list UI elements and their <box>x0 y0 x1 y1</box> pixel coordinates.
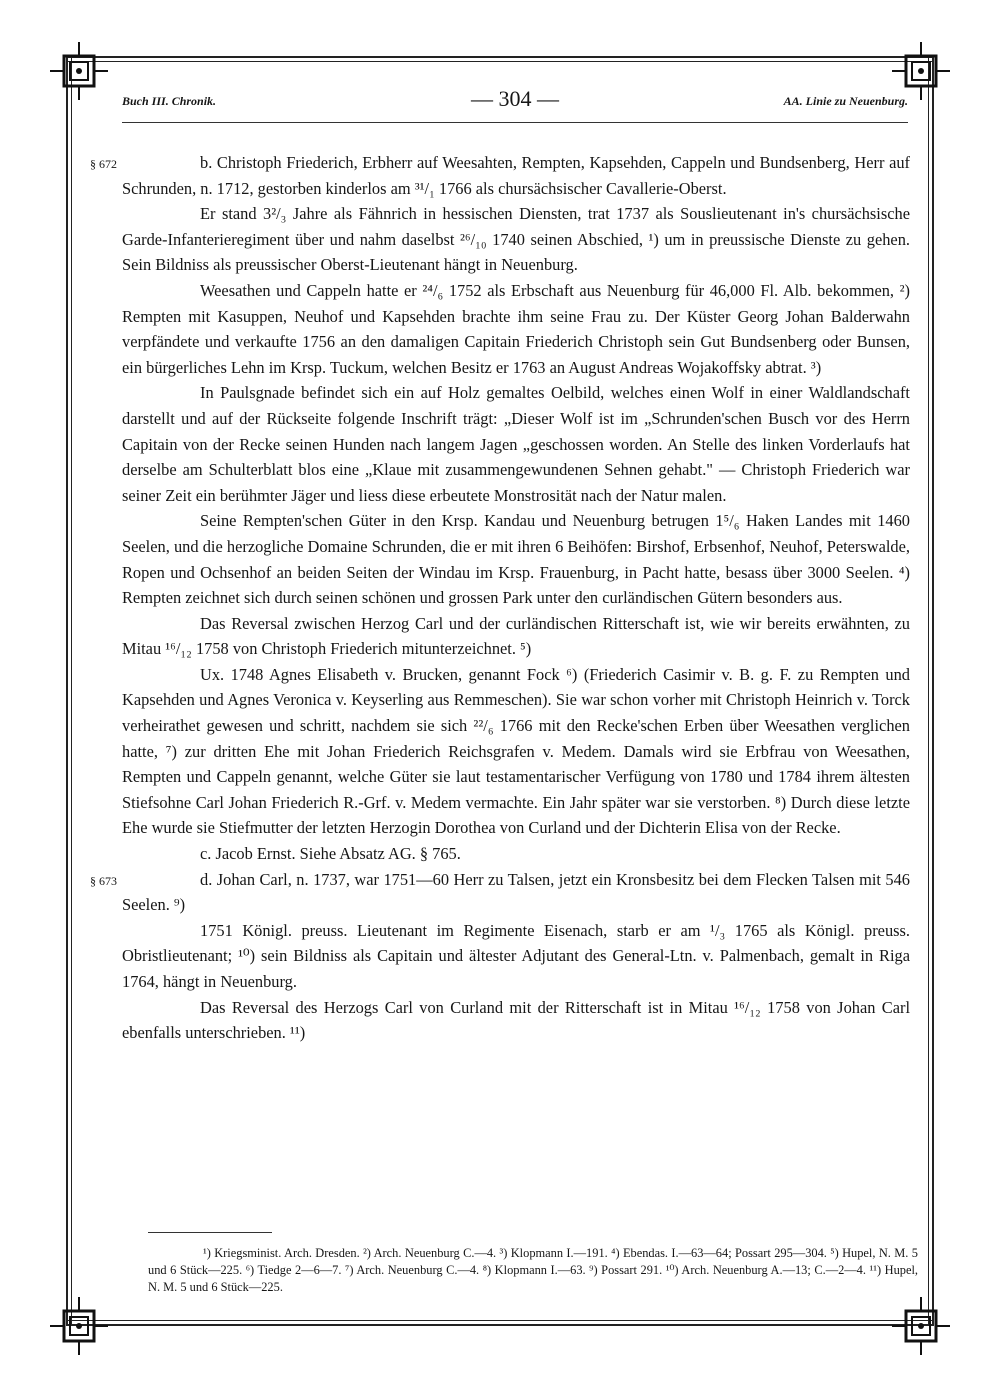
paragraph: d. Johan Carl, n. 1737, war 1751—60 Herr zu Talsen, jetzt ein Kronsbesitz bei dem Flecken Talsen mit 546 Seelen. ⁹) <box>122 869 910 915</box>
entry-jacob-ernst <box>122 841 910 867</box>
paragraph: Er stand 3²/₃ Jahre als Fähnrich in hessischen Diensten, trat 1737 als Souslieutenant in's chursächsische Garde-Infanterieregiment über und nahm daselbst ²⁶/₁₀ 1740 seinen Abschied, ¹) um in preussische Dienste zu gehen. Sein Bildniss als preussischer Oberst-Lieutenant hängt in Neuenburg. <box>122 204 910 275</box>
header-rule <box>122 122 908 123</box>
entry-672 <box>90 150 910 841</box>
paragraph: 1751 Königl. preuss. Lieutenant im Regimente Eisenach, starb er am ¹/₃ 1765 als Königl. preuss. Obristlieutenant; ¹⁰) sein Bildniss als Capitain und ältester Adjutant des General-Ltn. v. Palmenbach, gemalt in Riga 1764, hängt in Neuenburg. <box>122 920 910 991</box>
paragraph: Seine Rempten'schen Güter in den Krsp. Kandau und Neuenburg betrugen 1⁵/₆ Haken Landes mit 1460 Seelen, und die herzogliche Domaine Schrunden, die er mit ihren 6 Beihöfen: Birshof, Erbsenhof, Neuhof, Peterswalde, Ropen und Ochsenhof an beiden Seiten der Windau im Krsp. Frauenburg, in Pacht hatte, besass über 3000 Seelen. ⁴) Rempten zeichnet sich durch seinen schönen und grossen Park unter den curländischen Gütern besonders aus. <box>122 511 910 608</box>
paragraph: c. Jacob Ernst. Siehe Absatz AG. § 765. <box>200 844 461 864</box>
paragraph: b. Christoph Friederich, Erbherr auf Weesahten, Rempten, Kapsehden, Cappeln und Bundsenberg, Herr auf Schrunden, n. 1712, gestorben kinderlos am ³¹/₁ 1766 als chursächsischer Cavallerie-Oberst. <box>122 153 910 198</box>
footnote-rule <box>148 1232 272 1233</box>
header-left: Buch III. Chronik. <box>122 94 217 108</box>
footnote-text: ¹) Kriegsminist. Arch. Dresden. ²) Arch. Neuenburg C.—4. ³) Klopmann I.—191. ⁴) Ebendas. I.—63—64; Possart 295—304. ⁵) Hupel, N. M. 5 und 6 Stück—225. ⁶) Tiedge 2—6—7. ⁷) Arch. Neuenburg C.—4. ⁸) Klopmann I.—63. ⁹) Possart 291. ¹⁰) Arch. Neuenburg A.—13; C.—2—4. ¹¹) Hupel, N. M. 5 und 6 Stück—225. <box>148 1246 918 1294</box>
corner-ornament-bottom-right <box>890 1295 952 1357</box>
paragraph: Ux. 1748 Agnes Elisabeth v. Brucken, genannt Fock ⁶) (Friederich Casimir v. B. g. F. zu Rempten und Kapsehden und Agnes Veronica v. Keyserling aus Remmeschen). Sie war schon vorher mit Christoph Heinrich v. Torck verheirathet gewesen und schritt, nachdem sie sich ²²/₆ 1766 mit den Recke'schen Erben über Weesathen verglichen hatte, ⁷) zur dritten Ehe mit Johan Friederich Reichsgrafen v. Medem. Damals wird sie Erbfrau von Weesathen, Rempten und Cappeln genannt, welche Güter sie laut testamentarischer Verfügung von 1780 und 1784 ihrem ältesten Stiefsohne Carl Johan Friederich R.-Grf. v. Medem vermachte. Ein Jahr später war sie verstorben. ⁸) Durch diese letzte Ehe wurde sie Stiefmutter der letzten Herzogin Dorothea von Curland und der Dichterin Elisa von der Recke. <box>122 664 910 838</box>
page-number: — 304 — <box>471 86 559 111</box>
paragraph: In Paulsgnade befindet sich ein auf Holz gemaltes Oelbild, welches einen Wolf in einer Waldlandschaft darstellt und auf der Rückseite folgende Inschrift trägt: „Dieser Wolf ist im „Schrunden'schen Busch vor des Herrn Capitain von der Recke seinen Hunden nach langem Jagen „geschossen worden. An Stelle des linken Vorderlaufs hat derselbe am Schulterblatt blos eine „Klaue mit zusammengewundenen Sehnen gehabt." — Christoph Friederich war seiner Zeit ein berühmter Jäger und liess diese erbeutete Monstrosität nach der Natur malen. <box>122 383 910 505</box>
section-marker: § 673 <box>90 873 117 888</box>
paragraph: Das Reversal zwischen Herzog Carl und der curländischen Ritterschaft ist, wie wir bereits erwähnten, zu Mitau ¹⁶/₁₂ 1758 von Christoph Friederich mitunterzeichnet. ⁵) <box>122 613 910 659</box>
corner-ornament-bottom-left <box>48 1295 110 1357</box>
entry-673 <box>90 867 910 1046</box>
running-header <box>122 86 908 116</box>
section-marker: § 672 <box>90 157 117 171</box>
header-right: AA. Linie zu Neuenburg. <box>783 94 908 108</box>
footnotes <box>148 1245 918 1296</box>
corner-ornament-top-left <box>48 40 110 102</box>
paragraph: Das Reversal des Herzogs Carl von Curland mit der Ritterschaft ist in Mitau ¹⁶/₁₂ 1758 von Johan Carl ebenfalls unterschrieben. ¹¹) <box>122 997 910 1043</box>
main-text <box>90 150 910 1046</box>
paragraph: Weesathen und Cappeln hatte er ²⁴/₆ 1752 als Erbschaft aus Neuenburg für 46,000 Fl. Alb. bekommen, ²) Rempten mit Kasuppen, Neuhof und Kapsehden brachte ihm seine Frau zu. Der Küster Georg Johan Balderwahn verpfändete und verkaufte 1756 an den damaligen Capitain Friederich Christoph sein Gut Bundsenberg oder Bunsen, ein bürgerliches Lehn im Krsp. Tuckum, welchen Besitz er 1763 an August Andreas Wojakoffsky abtrat. ³) <box>122 280 910 377</box>
